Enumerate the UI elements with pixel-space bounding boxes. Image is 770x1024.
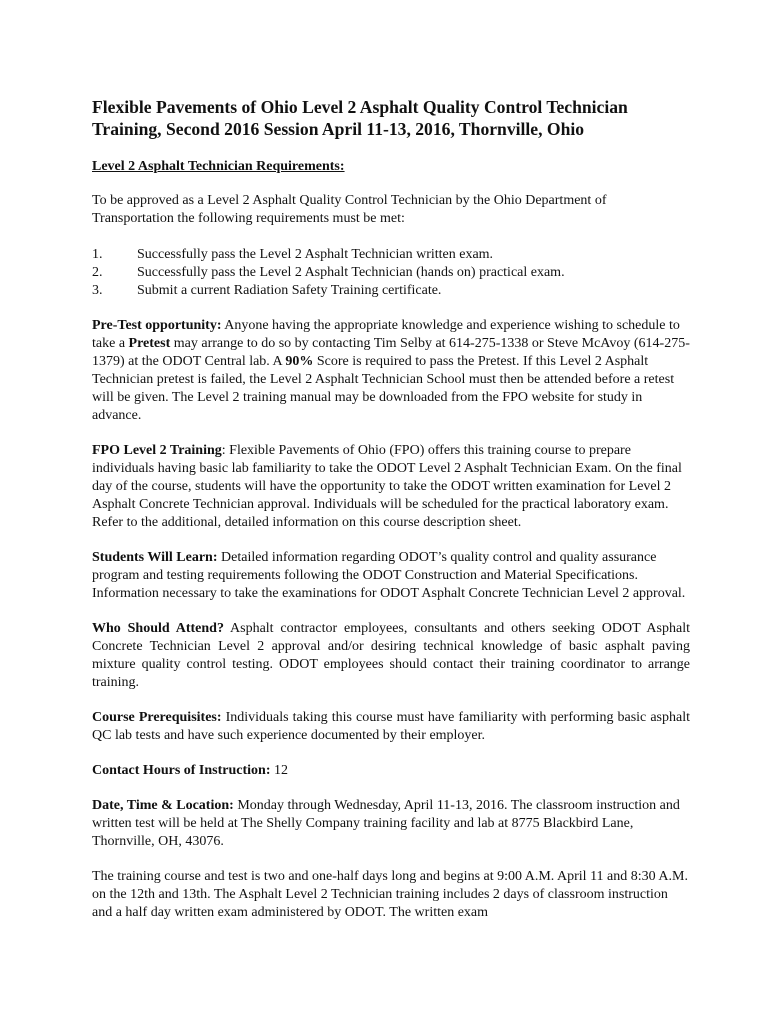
page-title: Flexible Pavements of Ohio Level 2 Asphalt Quality Control Technician Training, Second 2016 Session April 11-13, 2016, Thornville, Ohio [92,97,628,139]
list-item [92,264,690,282]
date-location-paragraph [92,797,690,851]
students-learn-label: Students Will Learn: [92,550,218,565]
fpo-training-paragraph [92,442,690,532]
requirements-heading: Level 2 Asphalt Technician Requirements: [92,159,345,174]
list-item-text: Submit a current Radiation Safety Training certificate. [137,283,442,298]
date-location-text: Monday through Wednesday, April 11-13, 2016. The classroom instruction and written test will be held at The Shelly Company training facility and lab at 8775 Blackbird Lane, Thornville, OH, 43076. [92,798,680,849]
prerequisites-text: Individuals taking this course must have familiarity with performing basic asphalt QC lab tests and have such experience documented by their employer. [92,710,690,743]
pretest-bold-word: Pretest [128,336,171,351]
who-attend-label: Who Should Attend? [92,621,224,636]
contact-hours-label: Contact Hours of Instruction: [92,763,271,778]
pretest-label: Pre-Test opportunity: [92,318,222,333]
who-attend-paragraph [92,620,690,692]
prerequisites-paragraph [92,709,690,745]
prerequisites-label: Course Prerequisites: [92,710,222,725]
pretest-paragraph [92,317,690,425]
pretest-text-1: Anyone having the appropriate knowledge and experience wishing to schedule to take a [92,318,680,351]
requirements-list [92,246,690,300]
list-item-number: 1. [92,247,103,262]
list-item [92,282,690,300]
list-item [92,246,690,264]
contact-hours-paragraph [92,762,690,780]
fpo-training-text: : Flexible Pavements of Ohio (FPO) offers this training course to prepare individuals having basic lab familiarity to take the ODOT Level 2 Asphalt Technician Exam. On the final day of the course, students will have the opportunity to take the ODOT written examination for Level 2 Asphalt Concrete Technician approval. Individuals will be scheduled for the practical laboratory exam. Refer to the additional, detailed information on this course description sheet. [92,443,682,530]
who-attend-text: Asphalt contractor employees, consultants and others seeking ODOT Asphalt Concrete Technician Level 2 approval and/or desiring technical knowledge of basic asphalt paving mixture quality control testing. ODOT employees should contact their training coordinator to arrange training. [92,621,690,690]
list-item-number: 3. [92,283,103,298]
students-learn-paragraph [92,549,690,603]
pretest-score: 90% [285,354,314,369]
list-item-text: Successfully pass the Level 2 Asphalt Technician written exam. [137,247,494,262]
schedule-paragraph: The training course and test is two and one-half days long and begins at 9:00 A.M. April 11 and 8:30 A.M. on the 12th and 13th. The Asphalt Level 2 Technician training includes 2 days of classroom instruction and a half day written exam administered by ODOT. The written exam [92,869,688,920]
contact-hours-value: 12 [270,763,288,778]
requirements-intro: To be approved as a Level 2 Asphalt Quality Control Technician by the Ohio Department of Transportation the following requirements must be met: [92,193,607,226]
students-learn-text: Detailed information regarding ODOT’s quality control and quality assurance program and testing requirements following the ODOT Construction and Material Specifications. Information necessary to take the examinations for ODOT Asphalt Concrete Technician Level 2 approval. [92,550,686,601]
list-item-number: 2. [92,265,103,280]
fpo-training-label: FPO Level 2 Training [92,443,222,458]
date-location-label: Date, Time & Location: [92,798,234,813]
pretest-text-2: may arrange to do so by contacting Tim Selby at 614-275-1338 or Steve McAvoy (614-275-1379) at the ODOT Central lab. A [92,336,690,369]
pretest-text-3: Score is required to pass the Pretest. If this Level 2 Asphalt Technician pretest is failed, the Level 2 Asphalt Technician School must then be attended before a retest will be given. The Level 2 training manual may be downloaded from the FPO website for study in advance. [92,354,675,423]
list-item-text: Successfully pass the Level 2 Asphalt Technician (hands on) practical exam. [137,265,565,280]
